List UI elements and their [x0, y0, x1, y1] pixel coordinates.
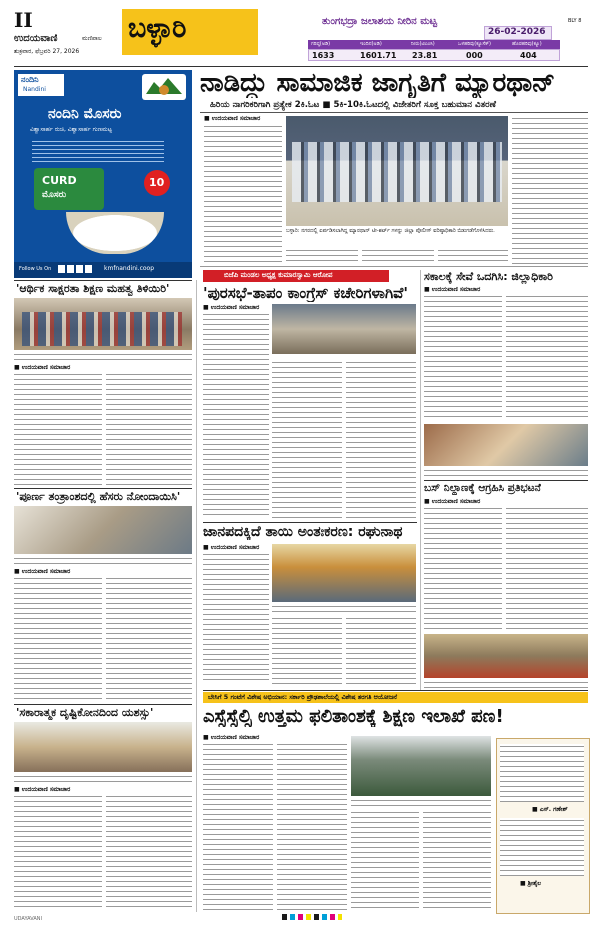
- footer-folio: UDAYAVANI: [14, 916, 42, 922]
- left-story-2-photo: [14, 506, 192, 554]
- right-1-photo: [424, 424, 588, 466]
- corner-tag: BLY 8: [568, 18, 582, 24]
- main-col-1: [204, 124, 282, 262]
- mid-2-col-b: [272, 360, 342, 518]
- dam-title: ತುಂಗಭದ್ರಾ ಜಲಾಶಯ ನೀರಿನ ಮಟ್ಟ: [322, 16, 437, 27]
- ad-subtitle: ವಿಶ್ವಾಸಾರ್ಹ ರುಚಿ, ವಿಶ್ವಾಸಾರ್ಹ ಗುಣಮಟ್ಟ: [30, 126, 113, 133]
- left-story-3-col-b: [106, 794, 192, 910]
- main-photo-figures: [292, 142, 502, 202]
- left-story-3-caption: [14, 774, 192, 784]
- pack-label-kn: ಮೊಸರು: [42, 190, 67, 200]
- left-story-3-photo: [14, 722, 192, 772]
- bottom-col-d: [423, 810, 491, 912]
- bottom-photo: [351, 736, 491, 796]
- main-col-5: [512, 116, 588, 264]
- bottom-headline: ಎಸ್ಸೆಸ್ಸೆಲ್ಸಿ ಉತ್ತಮ ಫಲಿತಾಂಶಕ್ಕೆ ಶಿಕ್ಷಣ ಇಲಾಖೆ ಪಣ!: [203, 706, 504, 727]
- mid-2-col-a: [203, 312, 269, 518]
- right-byline-1: ■ ಉದಯವಾಣಿ ಸಮಾಚಾರ: [424, 286, 481, 293]
- dam-header: ಒಳಹರಿವು(ಕ್ಯೂಸೆಕ್): [458, 41, 492, 47]
- curd-bowl: [66, 212, 164, 254]
- main-col-3: [362, 248, 434, 264]
- page-number: II: [14, 8, 33, 32]
- masthead-divider: [14, 66, 588, 67]
- right-1-col-b: [506, 294, 588, 420]
- main-headline: ನಾಡಿದ್ದು ಸಾಮಾಜಿಕ ಜಾಗೃತಿಗೆ ಮ್ಯಾರಥಾನ್: [200, 68, 556, 98]
- dam-header: ಹೊರಹರಿವು(ಕ್ಯೂ): [512, 41, 542, 47]
- mid-3-col-a: [203, 552, 269, 684]
- nandini-ad: [14, 70, 192, 278]
- main-deck: ಹಿರಿಯ ನಾಗರಿಕರಿಗಾಗಿ ಪ್ರತ್ಯೇಕ 2ಕಿ.ಓಟ ■ 5ಕಿ-10ಕಿ.ಓಟದಲ್ಲಿ ವಿಜೇತರಿಗೆ ಸೂಕ್ತ ಬಹುಮಾನ ವಿತರಣೆ: [210, 100, 496, 110]
- brand-name-en: Nandini: [23, 86, 46, 93]
- right-byline-2: ■ ಉದಯವಾಣಿ ಸಮಾಚಾರ: [424, 498, 481, 505]
- mid-3-col-b: [272, 616, 342, 684]
- right-2-col-a: [424, 506, 502, 630]
- bottom-col-c: [351, 810, 419, 912]
- left-story-2-col-b: [106, 576, 192, 702]
- social-icons: [58, 265, 92, 273]
- cow-logo-icon: [142, 74, 186, 100]
- bottom-byline: ■ ಉದಯವಾಣಿ ಸಮಾಚಾರ: [203, 734, 260, 741]
- ad-footer: Follow Us On: [19, 266, 52, 272]
- dam-header: ಗರಿಷ್ಠ(ಅಡಿ): [311, 41, 331, 47]
- brand-name: ನಂದಿನಿ: [21, 75, 39, 84]
- price-value: 10: [149, 176, 165, 189]
- mid-2-photo: [272, 304, 416, 354]
- mid-3-photo: [272, 544, 416, 602]
- left-story-2-col-a: [14, 576, 102, 702]
- paper-name: ಉದಯವಾಣಿ: [14, 33, 58, 44]
- right-2-col-b: [506, 506, 588, 630]
- masthead: [0, 0, 600, 66]
- left-story-2-byline: ■ ಉದಯವಾಣಿ ಸಮಾಚಾರ: [14, 568, 71, 575]
- right-2-photo: [424, 634, 588, 678]
- left-story-3-headline: 'ಸಕಾರಾತ್ಮಕ ದೃಷ್ಟಿಕೋನದಿಂದ ಯಶಸ್ಸು': [16, 706, 154, 719]
- left-story-2-caption: [14, 556, 192, 566]
- dam-value: 23.81: [412, 51, 438, 60]
- left-story-1-col-b: [106, 372, 192, 486]
- city-title: ಬಳ್ಳಾರಿ: [128, 13, 187, 44]
- dam-value: 404: [520, 51, 537, 60]
- dam-header: ನೀರು(ಟಿಎಂಸಿ): [411, 41, 435, 47]
- bottom-kicker: ಬೇಸಿಗೆ 5 ಗಂಟೆಗೆ ವಿಶೇಷ ಅಭಿಯಾನ: ಸರ್ಕಾರಿ ಪ್ರೌಢಶಾಲೆಯಲ್ಲಿ ವಿಶೇಷ ತರಗತಿ ಆಯೋಜನೆ: [208, 693, 397, 701]
- registration-marks: [282, 914, 342, 920]
- bottom-col-b: [277, 742, 347, 912]
- left-photo-1-people: [22, 312, 182, 346]
- pack-label: CURD: [42, 174, 77, 187]
- mid-byline-3: ■ ಉದಯವಾಣಿ ಸಮಾಚಾರ: [203, 544, 260, 551]
- quote-name-2: ■ ಶ್ರೀಶೈಲ: [520, 880, 542, 887]
- dam-table: [308, 40, 560, 62]
- left-story-3-col-a: [14, 794, 102, 910]
- main-caption: ಬಳ್ಳಾರಿ: ನಗರದಲ್ಲಿ ಏರ್ಪಡಿಸಲಾಗಿದ್ದ ಮ್ಯಾರಥಾನ್ ಟೀ-ಶರ್ಟ್ ಗಳನ್ನು ಜಿಲ್ಲಾ ಪೊಲೀಸ್ ವರಿಷ್ಠಾಧಿಕಾರಿ ಬಿಡುಗಡೆಗೊಳಿಸಿದರು.: [286, 228, 495, 234]
- mid-byline-2: ■ ಉದಯವಾಣಿ ಸಮಾಚಾರ: [203, 304, 260, 311]
- ad-bullets: [32, 138, 164, 162]
- quote-name-1: ■ ಎಸ್. ಗಣೇಶ್: [532, 806, 568, 813]
- dam-header: ಇಂದಿನ(ಅಡಿ): [360, 41, 382, 47]
- mid-3-caption: [272, 604, 416, 614]
- right-headline-2: ಬಸ್ ನಿಲ್ದಾಣಕ್ಕೆ ಆಗ್ರಹಿಸಿ ಪ್ರತಿಭಟನೆ: [424, 482, 541, 494]
- mid-2-col-c: [346, 360, 416, 518]
- mid-headline-2: 'ಪುರಸಭೆ-ತಾಪಂ ಕಾಂಗ್ರೆಸ್ ಕಚೇರಿಗಳಾಗಿವೆ': [203, 284, 409, 302]
- ad-title: ನಂದಿನಿ ಮೊಸರು: [48, 106, 122, 122]
- right-2-caption: [424, 680, 588, 688]
- left-story-1-headline: 'ಆರ್ಥಿಕ ಸಾಕ್ಷರತಾ ಶಿಕ್ಷಣ ಮಹತ್ವ ತಿಳಿಯಿರಿ': [16, 282, 170, 295]
- dam-date: 26-02-2026: [488, 27, 546, 37]
- right-1-caption: [424, 468, 588, 478]
- main-byline: ■ ಉದಯವಾಣಿ ಸಮಾಚಾರ: [204, 115, 261, 122]
- quote-text-2: [500, 818, 584, 876]
- date-line: ಶುಕ್ರವಾರ, ಫೆಬ್ರವರಿ 27, 2026: [14, 48, 80, 55]
- mid-kicker: ಬಿಜೆಪಿ ಮಂಡಲ ಅಧ್ಯಕ್ಷ ಕುಮಾರಸ್ವಾಮಿ ಆರೋಪ: [224, 271, 333, 279]
- dam-value: 1633: [312, 51, 335, 60]
- quote-text-1: [500, 744, 584, 802]
- bottom-col-a: [203, 742, 273, 912]
- ad-url[interactable]: kmfnandini.coop: [104, 265, 155, 272]
- mid-headline-3: ಜಾನಪದಕ್ಕಿದೆ ತಾಯಿ ಅಂತಃಕರಣ: ರಘುನಾಥ: [203, 524, 403, 540]
- left-story-1-byline: ■ ಉದಯವಾಣಿ ಸಮಾಚಾರ: [14, 364, 71, 371]
- bottom-caption: [351, 798, 491, 808]
- left-story-3-byline: ■ ಉದಯವಾಣಿ ಸಮಾಚಾರ: [14, 786, 71, 793]
- dam-value: 1601.71: [360, 51, 397, 60]
- main-col-2: [286, 248, 358, 264]
- mid-3-col-c: [346, 616, 416, 684]
- right-1-col-a: [424, 294, 502, 420]
- left-story-1-caption: [14, 352, 192, 362]
- right-headline-1: ಸಕಾಲಕ್ಕೆ ಸೇವೆ ಒದಗಿಸಿ: ಜಿಲ್ಲಾಧಿಕಾರಿ: [424, 270, 553, 283]
- dam-value: 000: [466, 51, 483, 60]
- left-story-2-headline: 'ಪೂರ್ಣ ತಂತ್ರಾಂಶದಲ್ಲಿ ಹೆಸರು ನೋಂದಾಯಿಸಿ': [16, 490, 181, 503]
- edition-word: ಮಣಿಪಾಲ: [82, 35, 102, 42]
- main-col-4: [438, 248, 508, 264]
- left-story-1-col-a: [14, 372, 102, 486]
